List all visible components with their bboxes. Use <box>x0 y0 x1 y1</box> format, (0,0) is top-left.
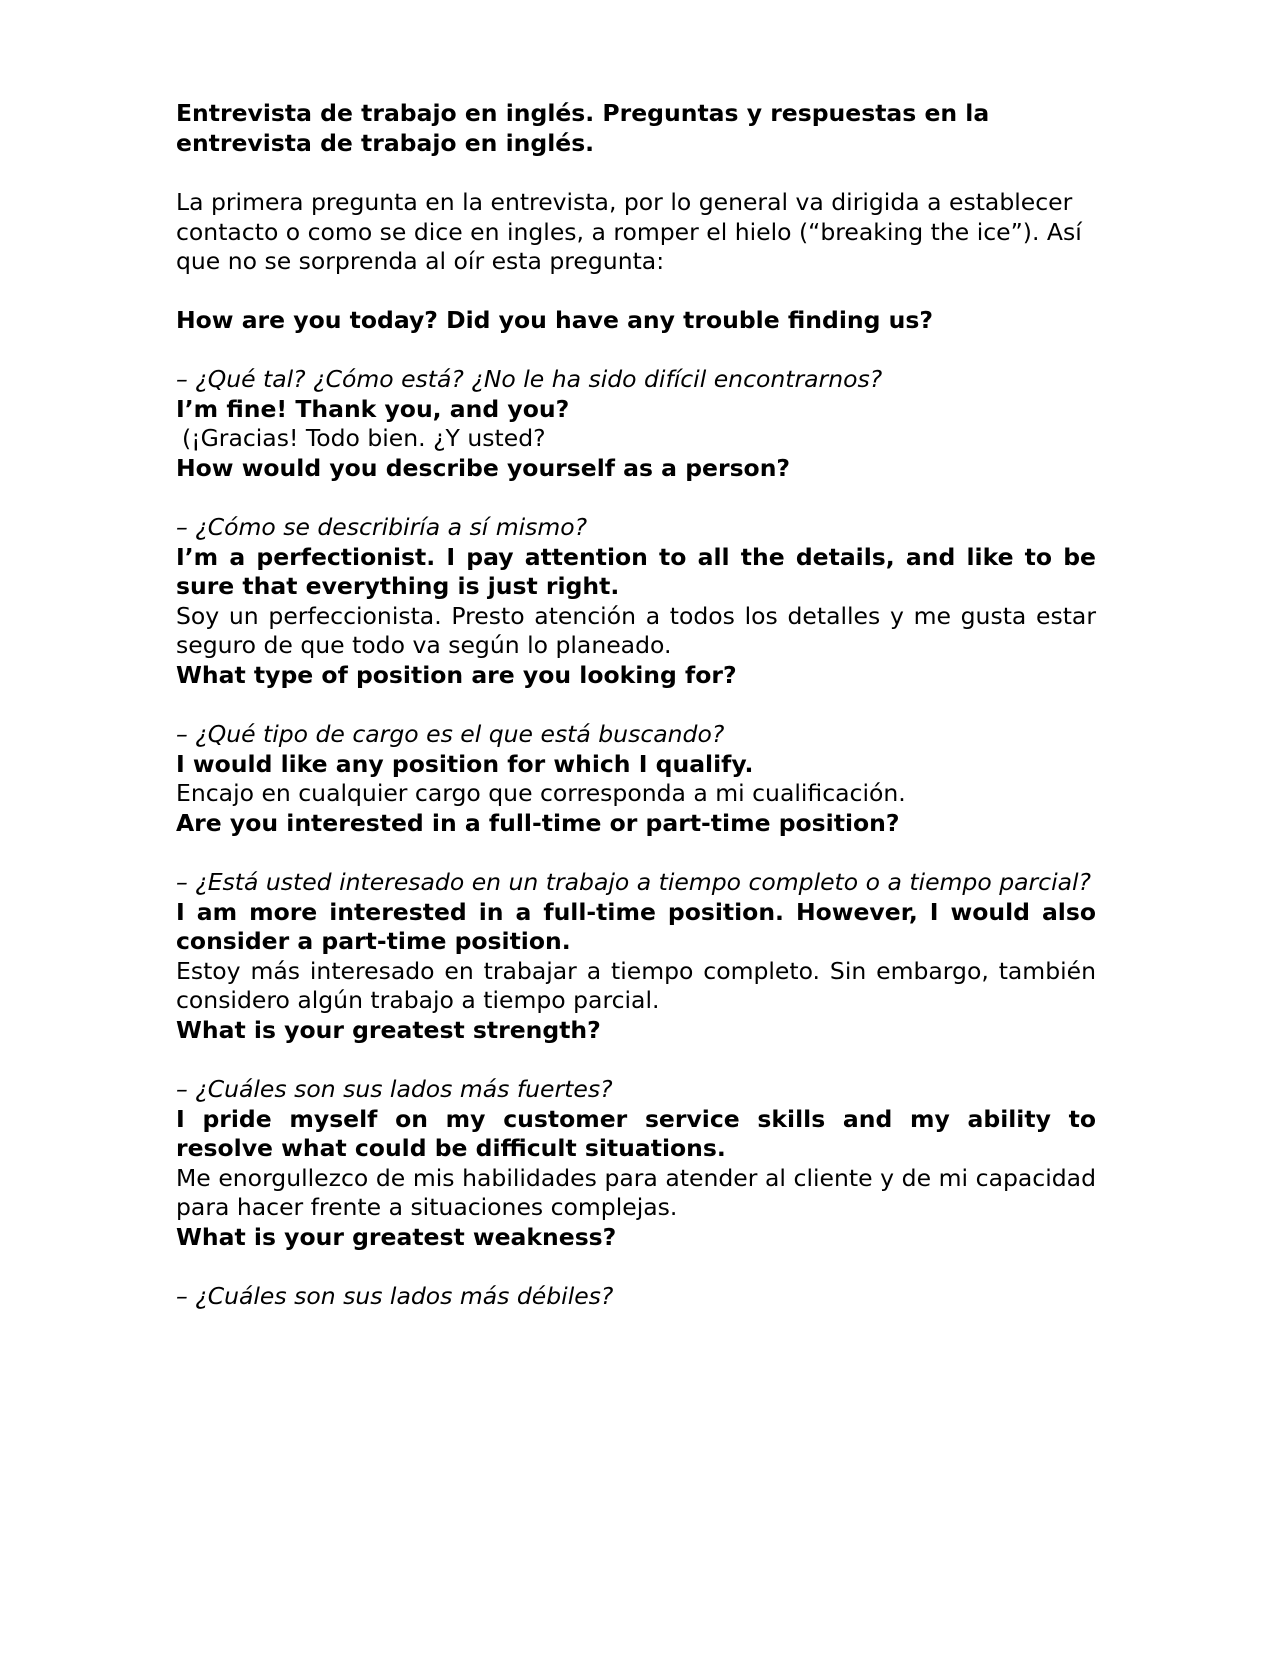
qa-section <box>176 306 1096 454</box>
question-english: How would you describe yourself as a person? <box>176 453 791 482</box>
question-spanish: – ¿Cuáles son sus lados más fuertes? <box>176 1075 613 1103</box>
qa-block <box>176 513 1096 661</box>
qa-block <box>176 1075 1096 1223</box>
qa-section <box>176 1016 1096 1223</box>
answer-spanish: Encajo en cualquier cargo que corresponda a mi cualificación. <box>176 779 906 807</box>
qa-block <box>176 720 1096 809</box>
qa-section <box>176 454 1096 661</box>
answer-english: I pride myself on my customer service skills and my ability to resolve what could be difficult situations. <box>176 1104 1096 1162</box>
answer-english: I’m fine! Thank you, and you? <box>176 394 570 423</box>
question-spanish: – ¿Qué tipo de cargo es el que está buscando? <box>176 720 725 748</box>
qa-block <box>176 868 1096 1016</box>
question-spanish: – ¿Está usted interesado en un trabajo a tiempo completo o a tiempo parcial? <box>176 868 1092 896</box>
answer-english: I am more interested in a full-time position. However, I would also consider a part-time position. <box>176 897 1096 955</box>
qa-section <box>176 661 1096 809</box>
qa-section <box>176 1223 1096 1312</box>
document-title: Entrevista de trabajo en inglés. Preguntas y respuestas en la entrevista de trabajo en inglés. <box>176 99 990 157</box>
question-english: What is your greatest strength? <box>176 1015 601 1044</box>
question-spanish: – ¿Cómo se describiría a sí mismo? <box>176 513 588 541</box>
question-english: What type of position are you looking for? <box>176 660 737 689</box>
qa-block <box>176 365 1096 454</box>
document-body <box>176 99 1096 1312</box>
question-english: Are you interested in a full-time or part-time position? <box>176 808 900 837</box>
question-english: How are you today? Did you have any trouble finding us? <box>176 305 933 334</box>
question-spanish: – ¿Cuáles son sus lados más débiles? <box>176 1282 614 1310</box>
answer-spanish: Soy un perfeccionista. Presto atención a todos los detalles y me gusta estar seguro de que todo va según lo planeado. <box>176 601 1096 659</box>
qa-block <box>176 1282 1096 1312</box>
answer-english: I would like any position for which I qualify. <box>176 749 754 778</box>
intro-paragraph: La primera pregunta en la entrevista, por lo general va dirigida a establecer contacto o como se dice en ingles, a romper el hielo (“breaking the ice”). Así que no se sorprenda al oír esta pregunta: <box>176 188 1082 275</box>
answer-english: I’m a perfectionist. I pay attention to all the details, and like to be sure that everything is just right. <box>176 542 1096 600</box>
qa-section <box>176 809 1096 1016</box>
answer-spanish: Me enorgullezco de mis habilidades para atender al cliente y de mi capacidad para hacer frente a situaciones complejas. <box>176 1163 1096 1221</box>
question-english: What is your greatest weakness? <box>176 1222 617 1251</box>
question-spanish: – ¿Qué tal? ¿Cómo está? ¿No le ha sido difícil encontrarnos? <box>176 365 883 393</box>
answer-spanish: (¡Gracias! Todo bien. ¿Y usted? <box>182 424 546 452</box>
answer-spanish: Estoy más interesado en trabajar a tiempo completo. Sin embargo, también considero algún trabajo a tiempo parcial. <box>176 956 1096 1014</box>
